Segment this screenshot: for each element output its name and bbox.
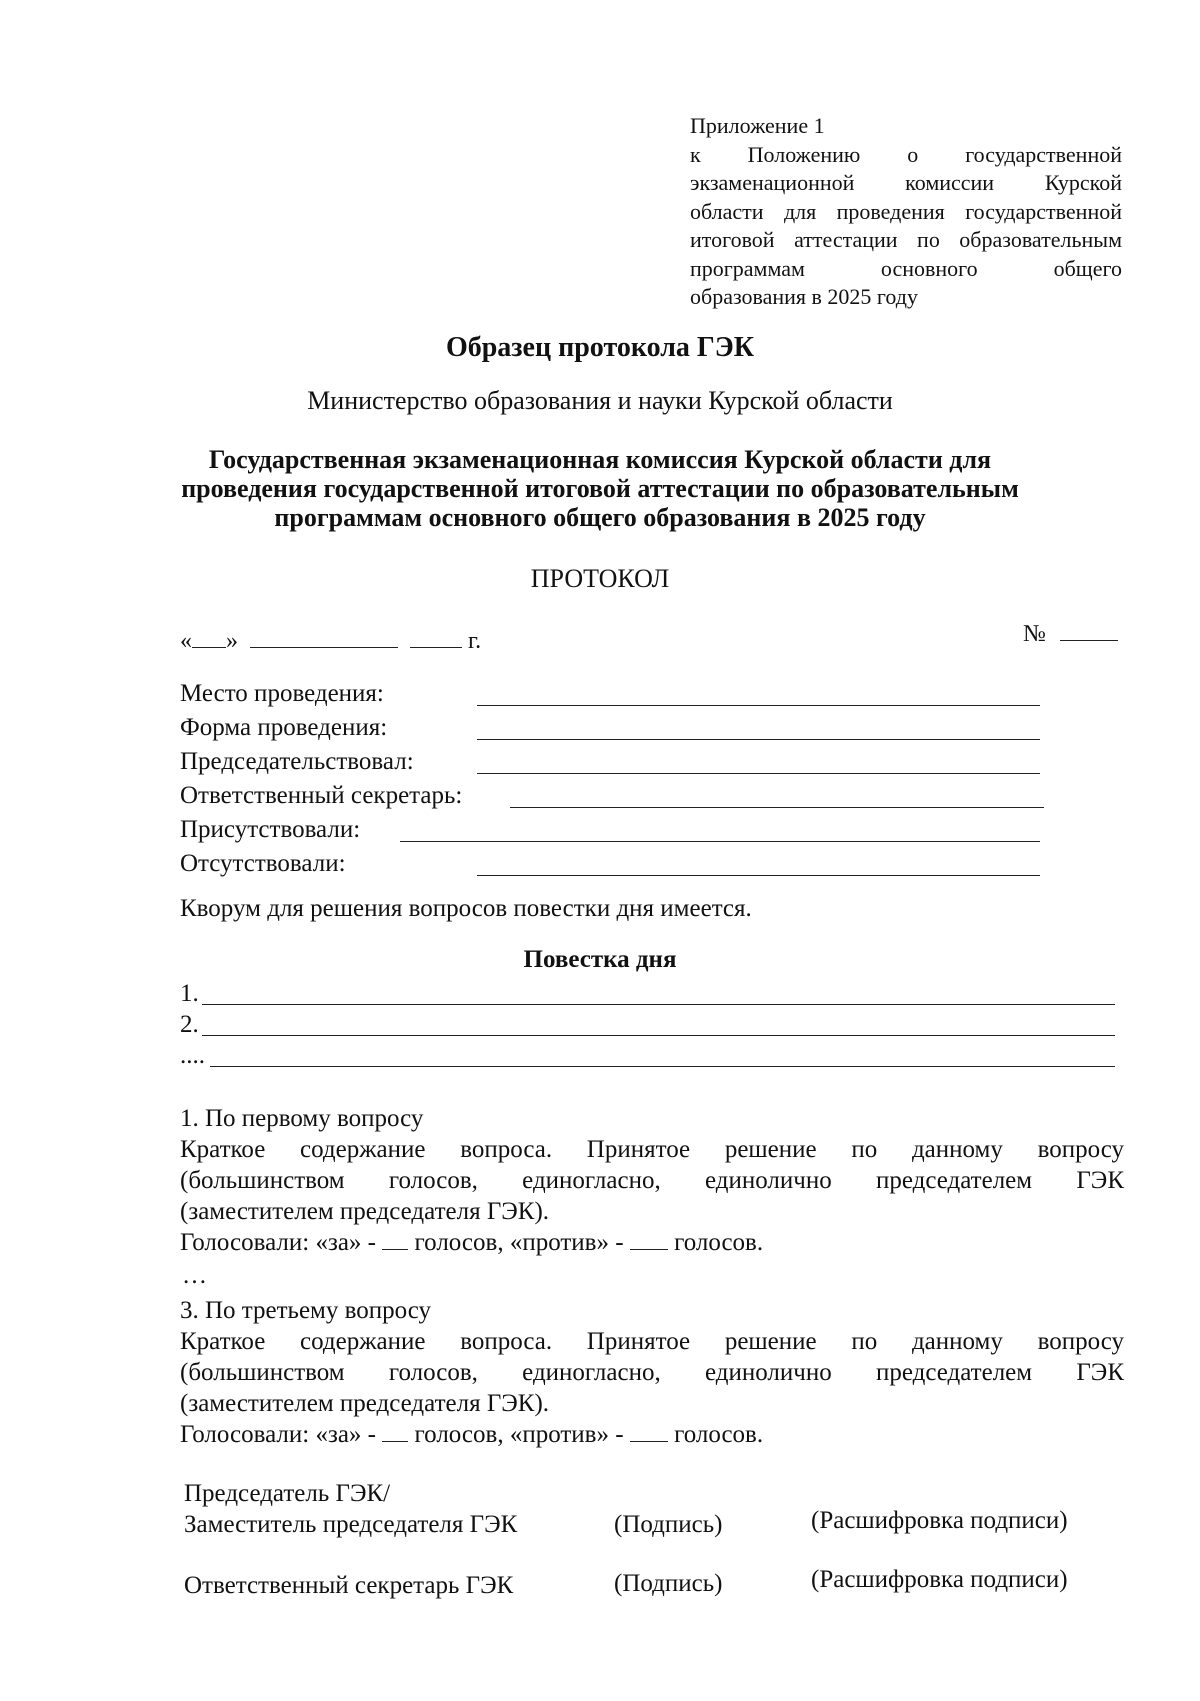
month-blank[interactable]: [250, 627, 398, 648]
commission-line: Государственная экзаменационная комиссия Курской области для: [208, 445, 992, 474]
field-label: Председательствовал:: [180, 748, 414, 775]
agenda-item-number: 1.: [180, 980, 199, 1007]
field-blank[interactable]: [400, 841, 1040, 842]
vote-against-blank[interactable]: [630, 1421, 668, 1442]
vote-line: [180, 1227, 1124, 1258]
vote-for-blank[interactable]: [382, 1421, 408, 1442]
vote-against-blank[interactable]: [630, 1229, 668, 1250]
day-blank[interactable]: [192, 627, 226, 648]
protocol-number: [1023, 620, 1118, 648]
field-chairman: [180, 748, 1080, 782]
question-text-line: (большинством голосов, единогласно, единолично председателем ГЭК: [180, 1359, 1124, 1386]
agenda-item-blank[interactable]: [202, 1035, 1115, 1036]
signature-placeholder: (Подпись): [614, 1511, 723, 1538]
vote-suffix: голосов.: [674, 1421, 764, 1448]
appendix-line: экзаменационной комиссии Курской: [690, 170, 1122, 195]
field-present: [180, 816, 1080, 850]
commission-line: проведения государственной итоговой аттестации по образовательным: [181, 474, 1019, 503]
field-blank[interactable]: [477, 875, 1040, 876]
vote-line: [180, 1419, 1124, 1450]
signature-role-line: Председатель ГЭК/: [184, 1480, 391, 1507]
appendix-line: программам основного общего: [690, 255, 1122, 281]
vote-against-label: голосов, «против» -: [414, 1229, 624, 1256]
year-blank[interactable]: [410, 627, 462, 648]
appendix-line: Приложение 1: [690, 113, 825, 138]
signature-block-chairman: [184, 1478, 1068, 1540]
signature-role: Заместитель председателя ГЭК: [184, 1511, 518, 1538]
date-close-quote: »: [226, 628, 238, 654]
signature-decoding: (Расшифровка подписи): [811, 1507, 1068, 1534]
date-open-quote: «: [180, 628, 192, 654]
number-sign: №: [1023, 621, 1046, 647]
field-blank[interactable]: [477, 773, 1040, 774]
question-text-line: (большинством голосов, единогласно, единолично председателем ГЭК: [180, 1167, 1124, 1194]
quorum-statement: Кворум для решения вопросов повестки дня имеется.: [180, 895, 752, 922]
question-text-line: (заместителем председателя ГЭК).: [180, 1198, 550, 1225]
commission-line: программам основного общего образования в 2025 году: [274, 503, 926, 532]
field-label: Присутствовали:: [180, 816, 361, 843]
date-line: [180, 627, 481, 655]
commission-name: [0, 445, 1200, 532]
appendix-line: итоговой аттестации по образовательным: [690, 227, 1122, 252]
signature-block-secretary: [184, 1566, 1068, 1600]
field-venue: [180, 680, 1080, 714]
field-form: [180, 714, 1080, 748]
question-text-line: Краткое содержание вопроса. Принятое решение по данному вопросу: [180, 1328, 1124, 1355]
ministry-name: Министерство образования и науки Курской области: [307, 386, 893, 415]
signature-row: [184, 1566, 1068, 1600]
agenda-item: [180, 980, 1115, 1011]
question-block-3: [180, 1295, 1124, 1450]
question-block-1: [180, 1103, 1124, 1258]
document-title: Образец протокола ГЭК: [445, 332, 755, 363]
field-label: Отсутствовали:: [180, 850, 346, 877]
signature-decoding: (Расшифровка подписи): [811, 1566, 1068, 1593]
field-label: Форма проведения:: [180, 714, 388, 741]
protocol-fields: [180, 680, 1080, 884]
field-blank[interactable]: [477, 739, 1040, 740]
agenda-item-number: ....: [180, 1042, 205, 1069]
appendix-line: области для проведения государственной: [690, 198, 1122, 224]
question-text-line: (заместителем председателя ГЭК).: [180, 1390, 550, 1417]
year-suffix: г.: [468, 628, 482, 654]
appendix-line: образования в 2025 году: [690, 284, 918, 309]
agenda-item: [180, 1042, 1115, 1073]
vote-suffix: голосов.: [674, 1229, 764, 1256]
agenda-item: [180, 1011, 1115, 1042]
signature-row: [184, 1507, 1068, 1540]
vote-for-label: Голосовали: «за» -: [180, 1421, 377, 1448]
field-blank[interactable]: [477, 705, 1040, 706]
signature-role: Ответственный секретарь ГЭК: [184, 1572, 514, 1599]
agenda-heading: Повестка дня: [523, 946, 677, 973]
vote-for-label: Голосовали: «за» -: [180, 1229, 377, 1256]
field-absent: [180, 850, 1080, 884]
number-blank[interactable]: [1060, 620, 1118, 641]
agenda-item-blank[interactable]: [210, 1066, 1115, 1067]
field-blank[interactable]: [510, 807, 1044, 808]
appendix-line: к Положению о государственной: [690, 141, 1122, 167]
questions-ellipsis: …: [182, 1262, 207, 1289]
vote-for-blank[interactable]: [382, 1229, 408, 1250]
field-label: Место проведения:: [180, 680, 384, 707]
appendix-note: [690, 112, 1122, 312]
agenda-list: [180, 980, 1115, 1073]
field-secretary: [180, 782, 1080, 816]
agenda-item-blank[interactable]: [202, 1004, 1115, 1005]
signature-placeholder: (Подпись): [614, 1570, 723, 1597]
question-text-line: Краткое содержание вопроса. Принятое решение по данному вопросу: [180, 1136, 1124, 1163]
agenda-item-number: 2.: [180, 1011, 199, 1038]
vote-against-label: голосов, «против» -: [414, 1421, 624, 1448]
protocol-heading: ПРОТОКОЛ: [530, 564, 670, 593]
question-heading: 1. По первому вопросу: [180, 1105, 424, 1132]
question-heading: 3. По третьему вопросу: [180, 1297, 432, 1324]
field-label: Ответственный секретарь:: [180, 782, 463, 809]
